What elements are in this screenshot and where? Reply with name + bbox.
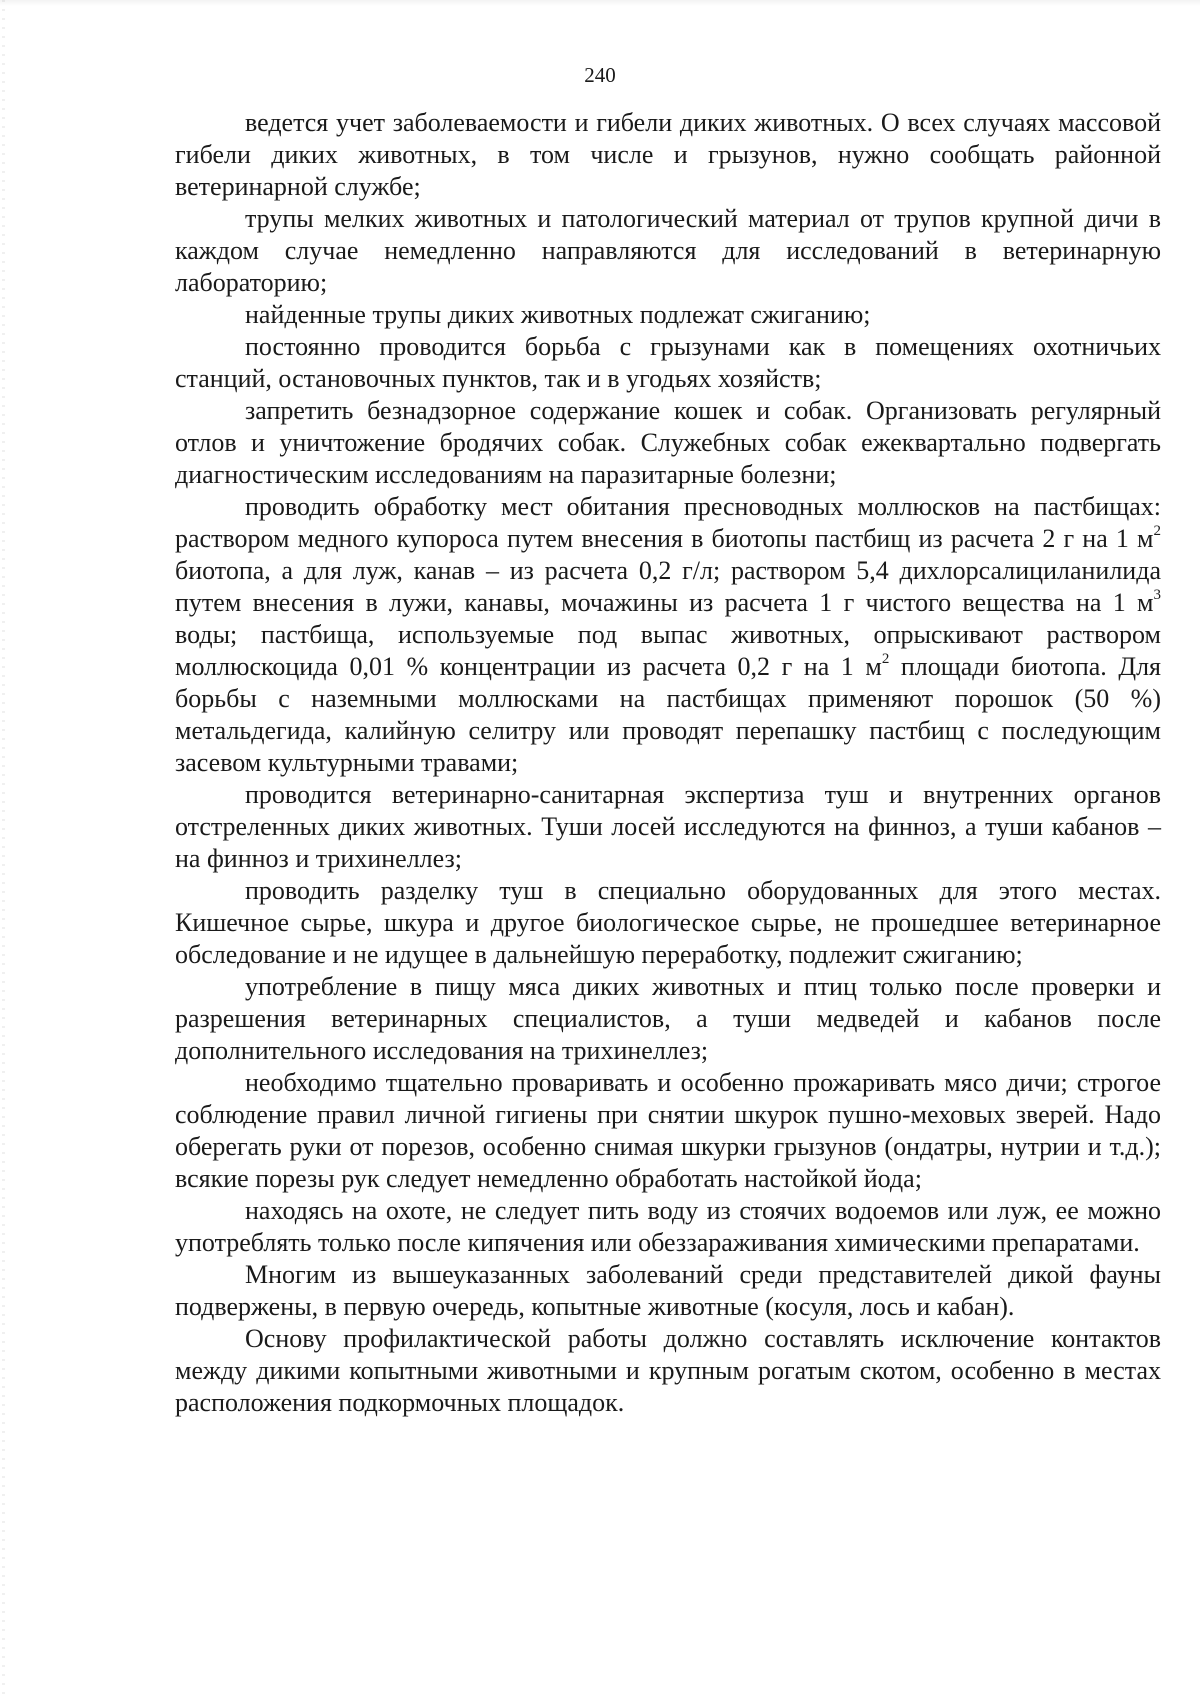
paragraph-carcass-lab-testing bbox=[175, 203, 1161, 299]
paragraph-text: найденные трупы диких животных подлежат сжиганию; bbox=[245, 300, 871, 329]
paragraph-rodent-control bbox=[175, 331, 1161, 395]
body-text bbox=[175, 107, 1161, 1419]
paragraph-text: постоянно проводится борьба с грызунами как в помещениях охотничьих станций, остановочных пунктов, так и в угодьях хозяйств; bbox=[175, 332, 1161, 393]
paragraph-meat-consumption bbox=[175, 971, 1161, 1067]
scan-artifact-left-edge bbox=[2, 0, 5, 1697]
paragraph-text: запретить безнадзорное содержание кошек и собак. Организовать регулярный отлов и уничтожение бродячих собак. Служебных собак ежеквартально подвергать диагностическим исследованиям на паразитарные болезни; bbox=[175, 396, 1161, 489]
paragraph-text: употребление в пищу мяса диких животных и птиц только после проверки и разрешения ветеринарных специалистов, а туши медведей и кабанов после дополнительного исследования на трихинеллез; bbox=[175, 972, 1161, 1065]
superscript-exponent: 2 bbox=[1153, 523, 1161, 540]
paragraph-stray-animals bbox=[175, 395, 1161, 491]
paragraph-text: проводится ветеринарно-санитарная экспертиза туш и внутренних органов отстреленных диких животных. Туши лосей исследуются на финноз, а туши кабанов – на финноз и трихинеллез; bbox=[175, 780, 1161, 873]
paragraph-water-safety bbox=[175, 1195, 1161, 1259]
paragraph-carcass-burning bbox=[175, 299, 1161, 331]
paragraph-hygiene-rules bbox=[175, 1067, 1161, 1195]
paragraph-text: Многим из вышеуказанных заболеваний среди представителей дикой фауны подвержены, в первую очередь, копытные животные (косуля, лось и кабан). bbox=[175, 1260, 1161, 1321]
paragraph-text: биотопа, а для луж, канав – из расчета 0,2 г/л; раствором 5,4 дихлорсалициланилида путем внесения в лужи, канавы, мочажины из расчета 1 г чистого вещества на 1 м bbox=[175, 556, 1161, 617]
paragraph-text: площади биотопа. Для борьбы с наземными моллюсками на пастбищах применяют порошок (50 %) метальдегида, калийную селитру или проводят перепашку пастбищ с последующим засевом культурными травами; bbox=[175, 652, 1161, 777]
paragraph-text: необходимо тщательно проваривать и особенно прожаривать мясо дичи; строгое соблюдение правил личной гигиены при снятии шкурок пушно-меховых зверей. Надо оберегать руки от порезов, особенно снимая шкурки грызунов (ондатры, нутрии и т.д.); всякие порезы рук следует немедленно обработать настойкой йода; bbox=[175, 1068, 1161, 1193]
paragraph-text: Основу профилактической работы должно составлять исключение контактов между дикими копытными животными и крупным рогатым скотом, особенно в местах расположения подкормочных площадок. bbox=[175, 1324, 1161, 1417]
superscript-exponent: 3 bbox=[1153, 587, 1161, 604]
paragraph-wildlife-morbidity-record bbox=[175, 107, 1161, 203]
paragraph-text: проводить обработку мест обитания пресноводных моллюсков на пастбищах: раствором медного купороса путем внесения в биотопы пастбищ из расчета 2 г на 1 м bbox=[175, 492, 1161, 553]
paragraph-ungulates-susceptibility bbox=[175, 1259, 1161, 1323]
paragraph-mollusk-treatment bbox=[175, 491, 1161, 779]
paragraph-text: находясь на охоте, не следует пить воду из стоячих водоемов или луж, ее можно употреблять только после кипячения или обеззараживания химическими препаратами. bbox=[175, 1196, 1161, 1257]
paragraph-text: трупы мелких животных и патологический материал от трупов крупной дичи в каждом случае немедленно направляются для исследований в ветеринарную лабораторию; bbox=[175, 204, 1161, 297]
paragraph-text: ведется учет заболеваемости и гибели диких животных. О всех случаях массовой гибели диких животных, в том числе и грызунов, нужно сообщать районной ветеринарной службе; bbox=[175, 108, 1161, 201]
paragraph-prevention-basis bbox=[175, 1323, 1161, 1419]
paragraph-text: проводить разделку туш в специально оборудованных для этого местах. Кишечное сырье, шкура и другое биологическое сырье, не прошедшее ветеринарное обследование и не идущее в дальнейшую переработку, подлежит сжиганию; bbox=[175, 876, 1161, 969]
page-number: 240 bbox=[584, 63, 616, 87]
superscript-exponent: 2 bbox=[881, 651, 890, 668]
scan-artifact-top bbox=[0, 0, 1200, 6]
paragraph-sanitary-inspection bbox=[175, 779, 1161, 875]
paragraph-text: воды; пастбища, используемые под выпас животных, опрыскивают раствором моллюскоцида 0,01 % концентрации из расчета 0,2 г на 1 м bbox=[175, 620, 1161, 681]
paragraph-carcass-processing bbox=[175, 875, 1161, 971]
